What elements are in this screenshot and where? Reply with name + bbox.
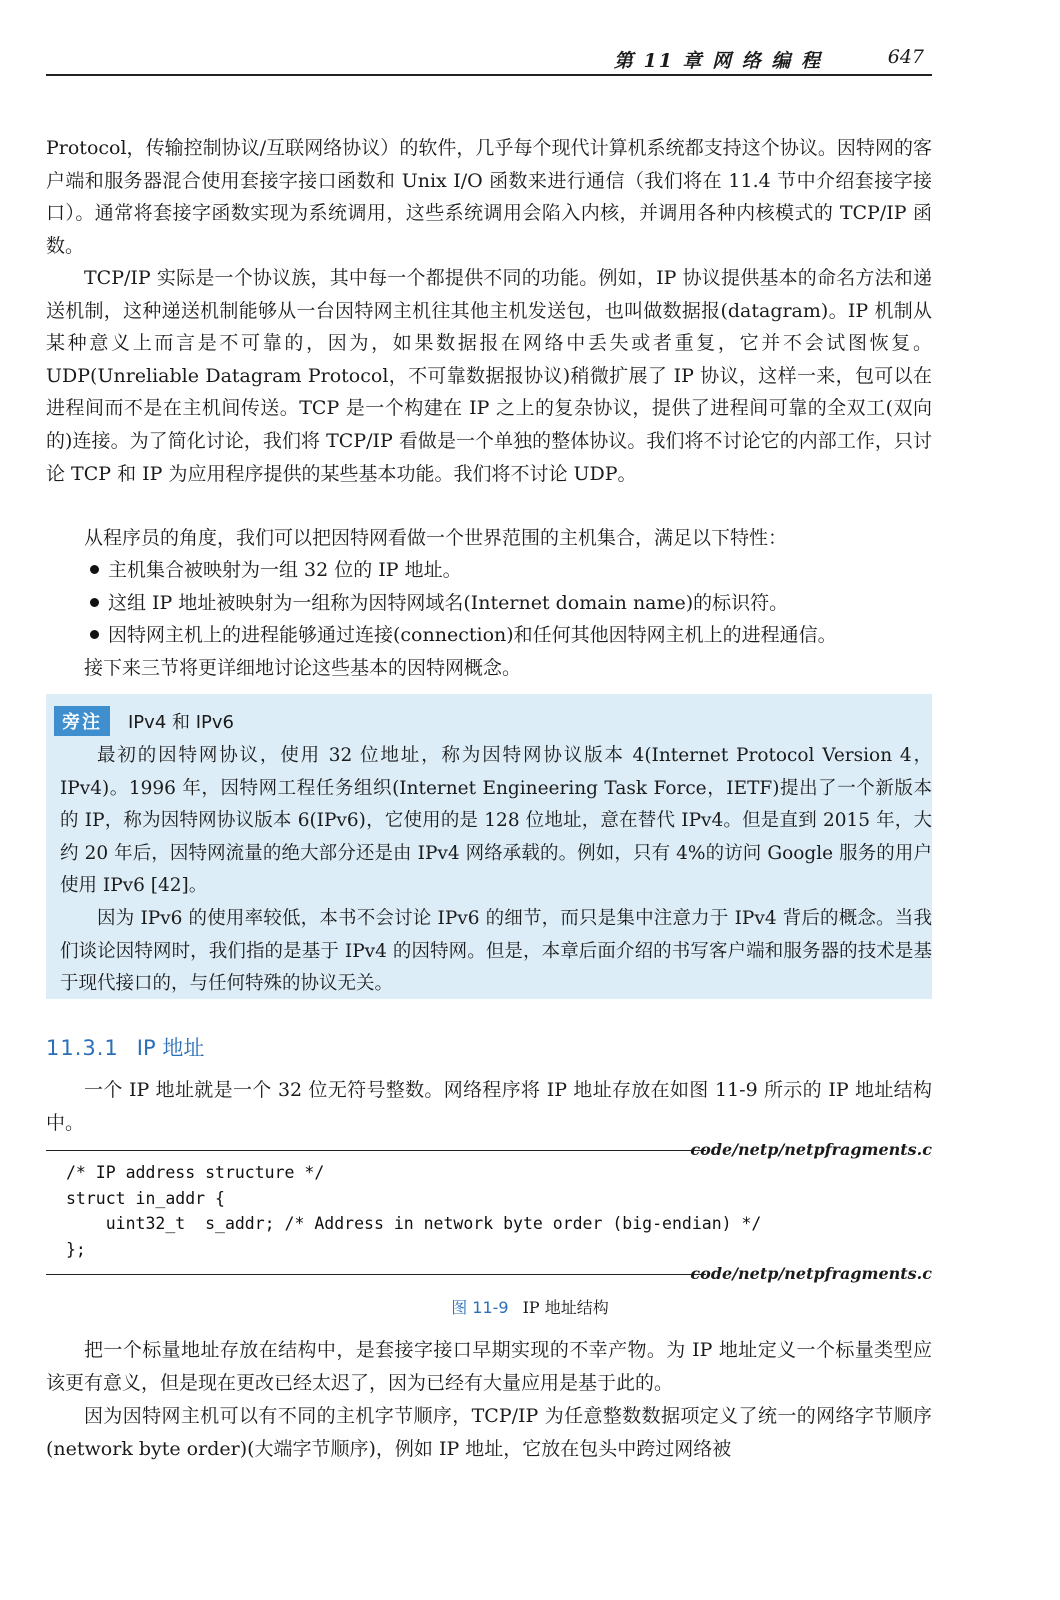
- aside-paragraph-history: 最初的因特网协议，使用 32 位地址，称为因特网协议版本 4(Internet Protocol Version 4，IPv4)。1996 年，因特网工程任务组织(Internet Engineering Task Force，IETF)提出了一个新版本的 IP，称为因特网协议版本 6(IPv6)，它使用的是 128 位地址，意在替代 IPv4。但是直到 2015 年，大约 20 年后，因特网流量的绝大部分还是由 IPv4 网络承载的。例如，只有 4%的访问 Google 服务的用户使用 IPv6 [42]。: [60, 745, 932, 896]
- code-file-label-top: code/netp/netpfragments.c: [690, 1140, 932, 1159]
- list-item: 主机集合被映射为一组 32 位的 IP 地址。: [46, 554, 932, 587]
- aside-tag: 旁注: [54, 706, 110, 736]
- bullet-icon: [90, 565, 99, 574]
- list-item: 这组 IP 地址被映射为一组称为因特网域名(Internet domain name)的标识符。: [46, 587, 932, 620]
- running-header: [46, 44, 932, 76]
- aside-title: IPv4 和 IPv6: [128, 712, 234, 733]
- code-listing: /* IP address structure */ struct in_addr { uint32_t s_addr; /* Address in network byte order (big-endian) */ };: [66, 1163, 762, 1259]
- section-title: IP 地址: [136, 1036, 205, 1060]
- paragraph-protocol-family: TCP/IP 实际是一个协议族，其中每一个都提供不同的功能。例如，IP 协议提供基本的命名方法和递送机制，这种递送机制能够从一台因特网主机往其他主机发送包，也叫做数据报(datagram)。IP 机制从某种意义上而言是不可靠的，因为，如果数据报在网络中丢失或者重复，它并不会试图恢复。UDP(Unreliable Datagram Protocol，不可靠数据报协议)稍微扩展了 IP 协议，这样一来，包可以在进程间而不是在主机间传送。TCP 是一个构建在 IP 之上的复杂协议，提供了进程间可靠的全双工(双向的)连接。为了简化讨论，我们将 TCP/IP 看做是一个单独的整体协议。我们将不讨论它的内部工作，只讨论 TCP 和 IP 为应用程序提供的某些基本功能。我们将不讨论 UDP。: [46, 267, 932, 485]
- chapter-title: 第 11 章 网 络 编 程: [613, 50, 822, 72]
- code-rule-bottom: [46, 1274, 706, 1275]
- paragraph-ip-address-def: 一个 IP 地址就是一个 32 位无符号整数。网络程序将 IP 地址存放在如图 11-9 所示的 IP 地址结构中。: [46, 1079, 932, 1134]
- paragraph-programmer-view: 从程序员的角度，我们可以把因特网看做一个世界范围的主机集合，满足以下特性：: [84, 527, 788, 549]
- paragraph-next-sections: 接下来三节将更详细地讨论这些基本的因特网概念。: [84, 657, 522, 679]
- paragraph-tcpip-intro: Protocol，传输控制协议/互联网络协议）的软件，几乎每个现代计算机系统都支持这个协议。因特网的客户端和服务器混合使用套接字接口函数和 Unix I/O 函数来进行通信（我们将在 11.4 节中介绍套接字接口）。通常将套接字函数实现为系统调用，这些系统调用会陷入内核，并调用各种内核模式的 TCP/IP 函数。: [46, 137, 932, 257]
- paragraph-scalar-address: 把一个标量地址存放在结构中，是套接字接口早期实现的不幸产物。为 IP 地址定义一个标量类型应该更有意义，但是现在更改已经太迟了，因为已经有大量应用是基于此的。: [46, 1339, 932, 1394]
- figure-number: 图 11-9: [451, 1298, 509, 1317]
- aside-paragraph-scope: 因为 IPv6 的使用率较低，本书不会讨论 IPv6 的细节，而只是集中注意力于 IPv4 背后的概念。当我们谈论因特网时，我们指的是基于 IPv4 的因特网。但是，本章后面介绍的书写客户端和服务器的技术是基于现代接口的，与任何特殊的协议无关。: [60, 908, 932, 994]
- code-file-label-bottom: code/netp/netpfragments.c: [690, 1264, 932, 1283]
- code-rule-top: [46, 1150, 706, 1151]
- figure-caption-text: IP 地址结构: [522, 1298, 609, 1317]
- bullet-icon: [90, 630, 99, 639]
- paragraph-byte-order: 因为因特网主机可以有不同的主机字节顺序，TCP/IP 为任意整数数据项定义了统一的网络字节顺序(network byte order)(大端字节顺序)，例如 IP 地址，它放在包头中跨过网络被: [46, 1405, 932, 1460]
- aside-box: [46, 694, 932, 999]
- section-heading: [46, 1032, 204, 1062]
- list-item: 因特网主机上的进程能够通过连接(connection)和任何其他因特网主机上的进程通信。: [46, 619, 932, 652]
- figure-caption: [0, 1295, 1060, 1318]
- bullet-icon: [90, 598, 99, 607]
- page-number: 647: [887, 46, 924, 68]
- section-number: 11.3.1: [46, 1036, 119, 1060]
- internet-properties-list: [46, 554, 932, 652]
